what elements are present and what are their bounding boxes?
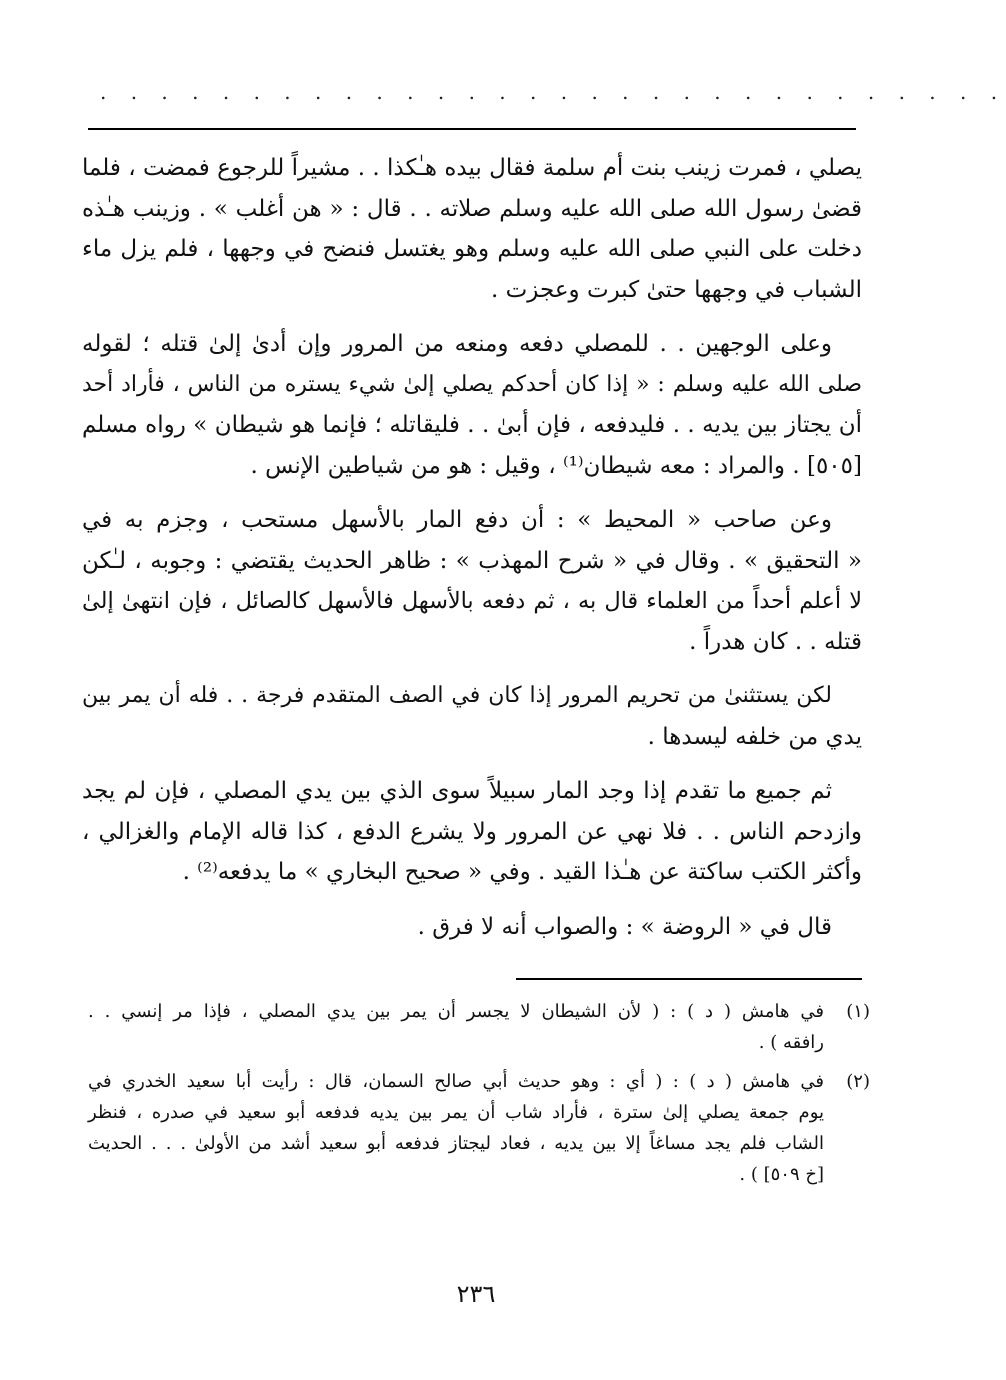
footnote-line: [خ ٥٠٩] ) . xyxy=(739,1164,824,1185)
paragraph xyxy=(82,771,862,893)
header-dots: . . . . . . . . . . . . . . . . . . . . . . . . . . . . . . xyxy=(100,80,1006,104)
footnotes xyxy=(88,996,870,1198)
footnote xyxy=(88,996,870,1058)
footnote-rule xyxy=(516,978,862,980)
footnote xyxy=(88,1066,870,1190)
text-line: ثم جميع ما تقدم إذا وجد المار سبيلاً سوى الذي بين يدي المصلي ، فإن لم يجد xyxy=(82,778,832,804)
text-line: [٥٠٥] . والمراد : معه شيطان⁽¹⁾ ، وقيل : هو من شياطين الإنس . xyxy=(250,452,862,479)
paragraph xyxy=(82,907,862,948)
text-line: لكن يستثنىٰ من تحريم المرور إذا كان في الصف المتقدم فرجة . . فله أن يمر بين xyxy=(82,683,832,708)
text-line: الشباب في وجهها حتىٰ كبرت وعجزت . xyxy=(491,276,862,303)
page-number: ٢٣٦ xyxy=(456,1280,496,1308)
paragraph xyxy=(82,148,862,310)
text-line: يصلي ، فمرت زينب بنت أم سلمة فقال بيده هـٰكذا . . مشيراً للرجوع فمضت ، فلما xyxy=(82,155,862,181)
text-line: صلى الله عليه وسلم : « إذا كان أحدكم يصلي إلىٰ شيء يستره من الناس ، فأراد أحد xyxy=(82,371,862,397)
text-line: قال في « الروضة » : والصواب أنه لا فرق . xyxy=(417,913,832,940)
text-line: قضىٰ رسول الله صلى الله عليه وسلم صلاته . . قال : « هن أغلب » . وزينب هـٰذه xyxy=(82,195,862,222)
text-line: أن يجتاز بين يديه . . فليدفعه ، فإن أبىٰ . . فليقاتله ؛ فإنما هو شيطان » رواه مسلم xyxy=(82,412,862,438)
text-line: يدي من خلفه ليسدها . xyxy=(647,723,862,750)
footnote-number: (٢) xyxy=(846,1071,870,1092)
text-line: لا أعلم أحداً من العلماء قال به ، ثم دفعه بالأسهل فالأسهل كالصائل ، فإن انتهىٰ إلىٰ xyxy=(82,588,862,614)
text-line: وعن صاحب « المحيط » : أن دفع المار بالأسهل مستحب ، وجزم به في xyxy=(82,507,832,533)
main-text xyxy=(82,148,862,961)
footnote-line: في هامش ( د ) : ( لأن الشيطان لا يجسر أن يمر بين يدي المصلي ، فإذا مر إنسي . . xyxy=(88,1001,824,1022)
top-rule xyxy=(88,128,856,130)
footnote-line: في هامش ( د ) : ( أي : وهو حديث أبي صالح السمان، قال : رأيت أبا سعيد الخدري في xyxy=(88,1071,824,1092)
footnote-line: الشاب فلم يجد مساغاً إلا بين يديه ، فعاد ليجتاز فدفعه أبو سعيد أشد من الأولىٰ . . . الحديث xyxy=(88,1133,824,1154)
footnote-line: يوم جمعة يصلي إلىٰ سترة ، فأراد شاب أن يمر بين يديه فدفعه أبو سعيد في صدره ، فنظر xyxy=(88,1102,825,1123)
text-line: وعلى الوجهين . . للمصلي دفعه ومنعه من المرور وإن أدىٰ إلىٰ قتله ؛ لقوله xyxy=(82,331,832,357)
footnote-line: رافقه ) . xyxy=(758,1032,824,1053)
paragraph xyxy=(82,324,862,486)
text-line: « التحقيق » . وقال في « شرح المهذب » : ظاهر الحديث يقتضي : وجوبه ، لـٰكن xyxy=(82,547,862,574)
footnote-number: (١) xyxy=(846,1001,870,1022)
paragraph xyxy=(82,676,862,757)
text-line: وأكثر الكتب ساكتة عن هـٰذا القيد . وفي « صحيح البخاري » ما يدفعه⁽²⁾ . xyxy=(182,859,862,885)
text-line: قتله . . كان هدراً . xyxy=(689,628,862,655)
footnote-body xyxy=(88,996,824,1058)
text-line: وازدحم الناس . . فلا نهي عن المرور ولا يشرع الدفع ، كذا قاله الإمام والغزالي ، xyxy=(82,818,862,845)
paragraph xyxy=(82,500,862,662)
text-line: دخلت على النبي صلى الله عليه وسلم وهو يغتسل فنضح في وجهها ، فلم يزل ماء xyxy=(82,236,862,262)
footnote-body xyxy=(88,1066,824,1190)
